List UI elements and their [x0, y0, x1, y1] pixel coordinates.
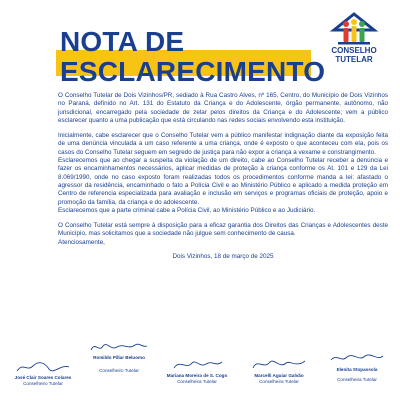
- title-block: [60, 28, 325, 86]
- logo-text-line-1: CONSELHO: [331, 46, 377, 55]
- date-line: Dois Vizinhos, 18 de março de 2025: [172, 253, 274, 261]
- conselho-tutelar-logo: [316, 8, 392, 72]
- signature-name-3: Mariana Moreira de S. Cogo: [166, 373, 228, 378]
- paragraph-3: Esclarecemos que ao chegar a suspeita da violação de um direito, cabe ao Conselho Tutelar receber a denúncia e fazer os encaminhamentos necessários, aplicar medidas de proteção à criança conforme os At. 101 e 129 da Lei 8.069/1990, onde no caso exposto foram realizadas todos os procedimentos conforme manda a lei: afastado o agressor da residência, encaminhado o fato a Polícia Civil e ao Ministério Público e aplicado a medida proteção em Centro de referencia especializada para avaliação e inclusão em serviços e programas oficiais de proteção, apoio e promoção da família, da criança e do adolescente.: [58, 157, 388, 206]
- paragraph-2: Inicialmente, cabe esclarecer que o Conselho Tutelar vem a público manifestar indignação diante da exposição feita de uma denúncia vinculada a um caso referente a uma criança, onde é exposto o que aconteceu com ela, pois os casos do Conselho Tutelar seguem em segredo de justiça para não expor a criança a vexame e constrangimento.: [58, 132, 388, 156]
- signature-name-2: Romildo Pillar Beluomo: [93, 355, 145, 360]
- signature-role-4: Conselheira Tutelar: [259, 378, 299, 384]
- signature-4: [238, 356, 320, 384]
- signature-name-5: Elenita Stopassola: [336, 367, 378, 372]
- paragraph-1: O Conselho Tutelar de Dois Vizinhos/PR, sediado à Rua Castro Alves, nº 165, Centro, do Município de Dois Vizinhos no Paraná, definido no Art. 131 do Estatuto da Criança e do Adolescente, órgão permanente, autônomo, não jurisdicional, encarregado pela sociedade de zelar pelos direitos da Criança e do Adolescente; vem a público esclarecer quanto a uma publicação que está circulando nas redes sociais envolvendo esta instituição.: [58, 92, 388, 124]
- signature-2: [80, 340, 158, 373]
- signatures: [0, 336, 400, 400]
- paragraph-5: O Conselho Tutelar está sempre à disposição para a eficaz garantia dos Direitos das Crianças e Adolescentes deste Município, mas solicitamos que a sociedade não julgue sem conhecimento de causa.: [58, 222, 388, 238]
- note-body: [58, 92, 388, 261]
- signature-role-2: Conselheiro Tutelar: [99, 367, 139, 373]
- signature-1: [4, 360, 82, 386]
- signature-5: [318, 350, 396, 382]
- header: [0, 0, 400, 92]
- signature-scrawl-5: [328, 350, 386, 366]
- signature-3: [156, 356, 238, 384]
- signature-name-4: Marcelli Aguiar Galvão: [254, 373, 304, 378]
- logo-icon: [316, 8, 392, 48]
- signature-name-1: José Clair Soares Colares: [14, 375, 72, 380]
- signature-scrawl-2: [89, 340, 149, 354]
- title-line-1: NOTA DE: [60, 26, 185, 57]
- signature-role-3: Conselheira Tutelar: [177, 378, 217, 384]
- signature-role-1: Conselheiro Tutelar: [23, 380, 63, 386]
- title-line-2: ESCLARECIMENTO: [60, 56, 326, 87]
- paragraph-4: Esclarecemos que a parte criminal cabe a Polícia Civil, ao Ministério Público e ao Judiciário.: [58, 206, 316, 214]
- logo-text: [316, 46, 392, 64]
- closing: Atenciosamente,: [58, 238, 105, 246]
- signature-scrawl-1: [15, 360, 71, 374]
- logo-text-line-2: TUTELAR: [335, 55, 373, 64]
- signature-scrawl-4: [250, 356, 308, 372]
- signature-scrawl-3: [170, 356, 224, 372]
- signature-role-5: Conselheira Tutelar: [337, 376, 377, 382]
